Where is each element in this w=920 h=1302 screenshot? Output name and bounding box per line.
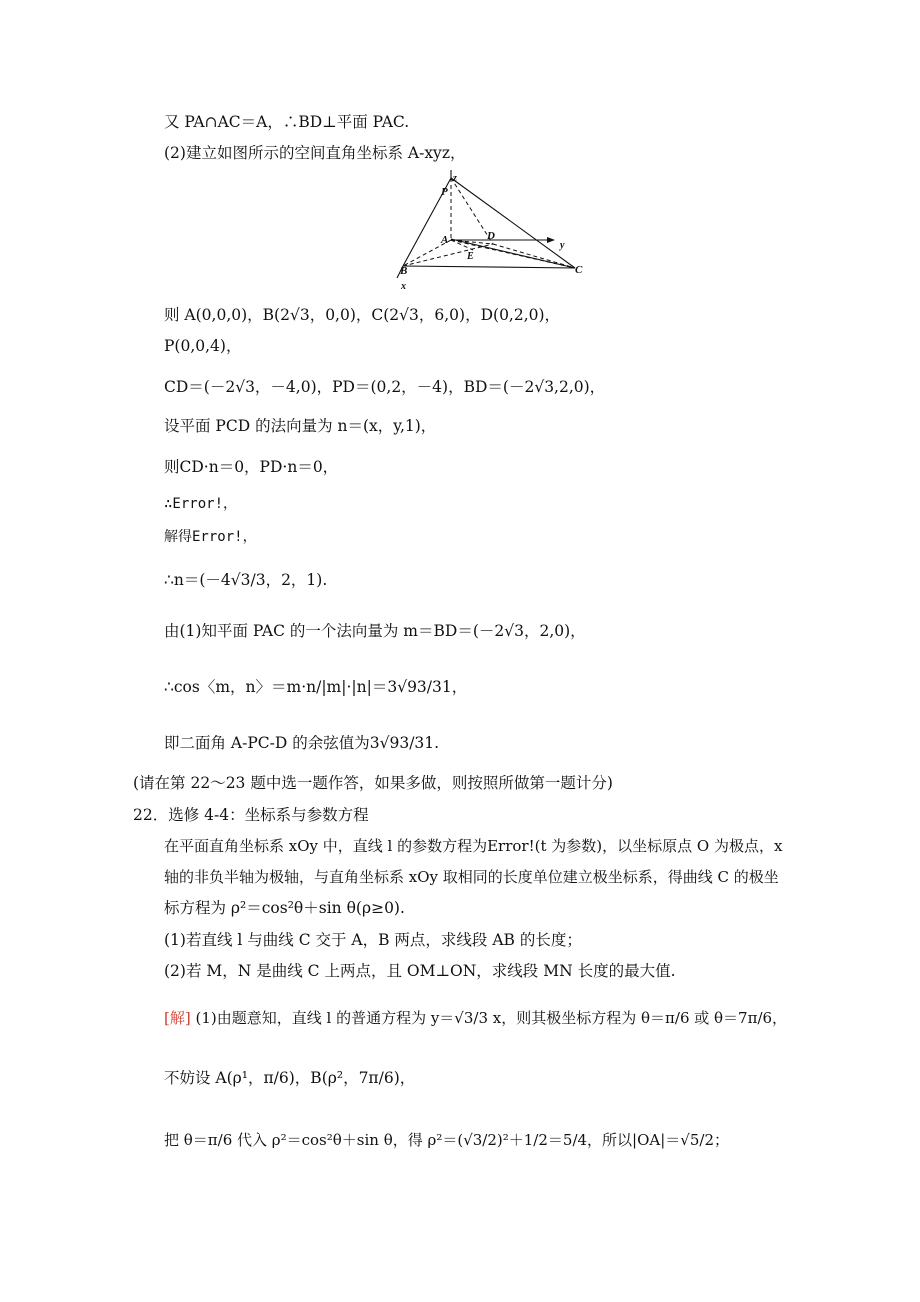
text-line-12: ∴cos〈m，n〉＝m·n/|m|·|n|＝3√93/31， (164, 678, 468, 696)
text-line-20: (2)若 M，N 是曲线 C 上两点，且 OM⊥ON，求线段 MN 长度的最大值. (164, 962, 676, 980)
text-line-16: 在平面直角坐标系 xOy 中，直线 l 的参数方程为Error!(t 为参数)，以坐标原点 O 为极点，x (164, 837, 783, 855)
label-C: C (575, 264, 583, 276)
text-line-14: (请在第 22～23 题中选一题作答，如果多做，则按照所做第一题计分) (133, 774, 613, 792)
text-line-8: ∴Error!， (164, 496, 238, 512)
text-line-3: 则 A(0,0,0)，B(2√3，0,0)，C(2√3，6,0)，D(0,2,0)， (164, 306, 561, 324)
label-B: B (400, 265, 408, 277)
text-line-4: P(0,0,4)， (164, 337, 242, 355)
text-line-11: 由(1)知平面 PAC 的一个法向量为 m＝BD＝(－2√3，2,0)， (164, 622, 586, 640)
text-line-1: 又 PA∩AC＝A，∴BD⊥平面 PAC. (164, 113, 410, 131)
text-line-13: 即二面角 A-PC-D 的余弦值为3√93/31. (164, 734, 440, 752)
text-line-21: [解] (1)由题意知，直线 l 的普通方程为 y＝√3/3 x，则其极坐标方程为 θ＝π/6 或 θ＝7π/6， (164, 1009, 788, 1027)
y-axis-arrow-icon (547, 237, 555, 243)
text-line-23: 把 θ＝π/6 代入 ρ²＝cos²θ＋sin θ，得 ρ²＝(√3/2)²＋1/2＝5/4，所以|OA|＝√5/2； (164, 1131, 729, 1149)
text-line-7: 则CD·n＝0，PD·n＝0， (164, 458, 339, 476)
label-z: z (453, 173, 457, 184)
text-line-22: 不妨设 A(ρ¹，π/6)，B(ρ²，7π/6)， (164, 1069, 416, 1087)
text-line-10: ∴n＝(－4√3/3，2，1). (164, 571, 328, 589)
text-line-17: 轴的非负半轴为极轴，与直角坐标系 xOy 取相同的长度单位建立极坐标系，得曲线 C 的极坐 (164, 868, 779, 886)
label-A: A (441, 234, 449, 246)
label-D: D (487, 230, 495, 242)
solution-tag: [解] (164, 1009, 191, 1027)
text-line-2: (2)建立如图所示的空间直角坐标系 A-xyz， (164, 144, 466, 162)
text-line-15: 22．选修 4-4：坐标系与参数方程 (133, 806, 369, 824)
label-E: E (467, 251, 474, 262)
text-line-18: 标方程为 ρ²＝cos²θ＋sin θ(ρ≥0). (164, 899, 405, 917)
text-line-19: (1)若直线 l 与曲线 C 交于 A，B 两点，求线段 AB 的长度； (164, 931, 582, 949)
label-P: P (441, 186, 448, 198)
geometry-figure (385, 168, 595, 293)
text-line-9: 解得Error!， (164, 529, 257, 545)
label-y: y (560, 240, 565, 251)
text-line-6: 设平面 PCD 的法向量为 n＝(x，y,1)， (164, 417, 437, 435)
label-x: x (401, 281, 406, 292)
text-line-5: CD＝(－2√3，－4,0)，PD＝(0,2，－4)，BD＝(－2√3,2,0)， (164, 378, 606, 396)
